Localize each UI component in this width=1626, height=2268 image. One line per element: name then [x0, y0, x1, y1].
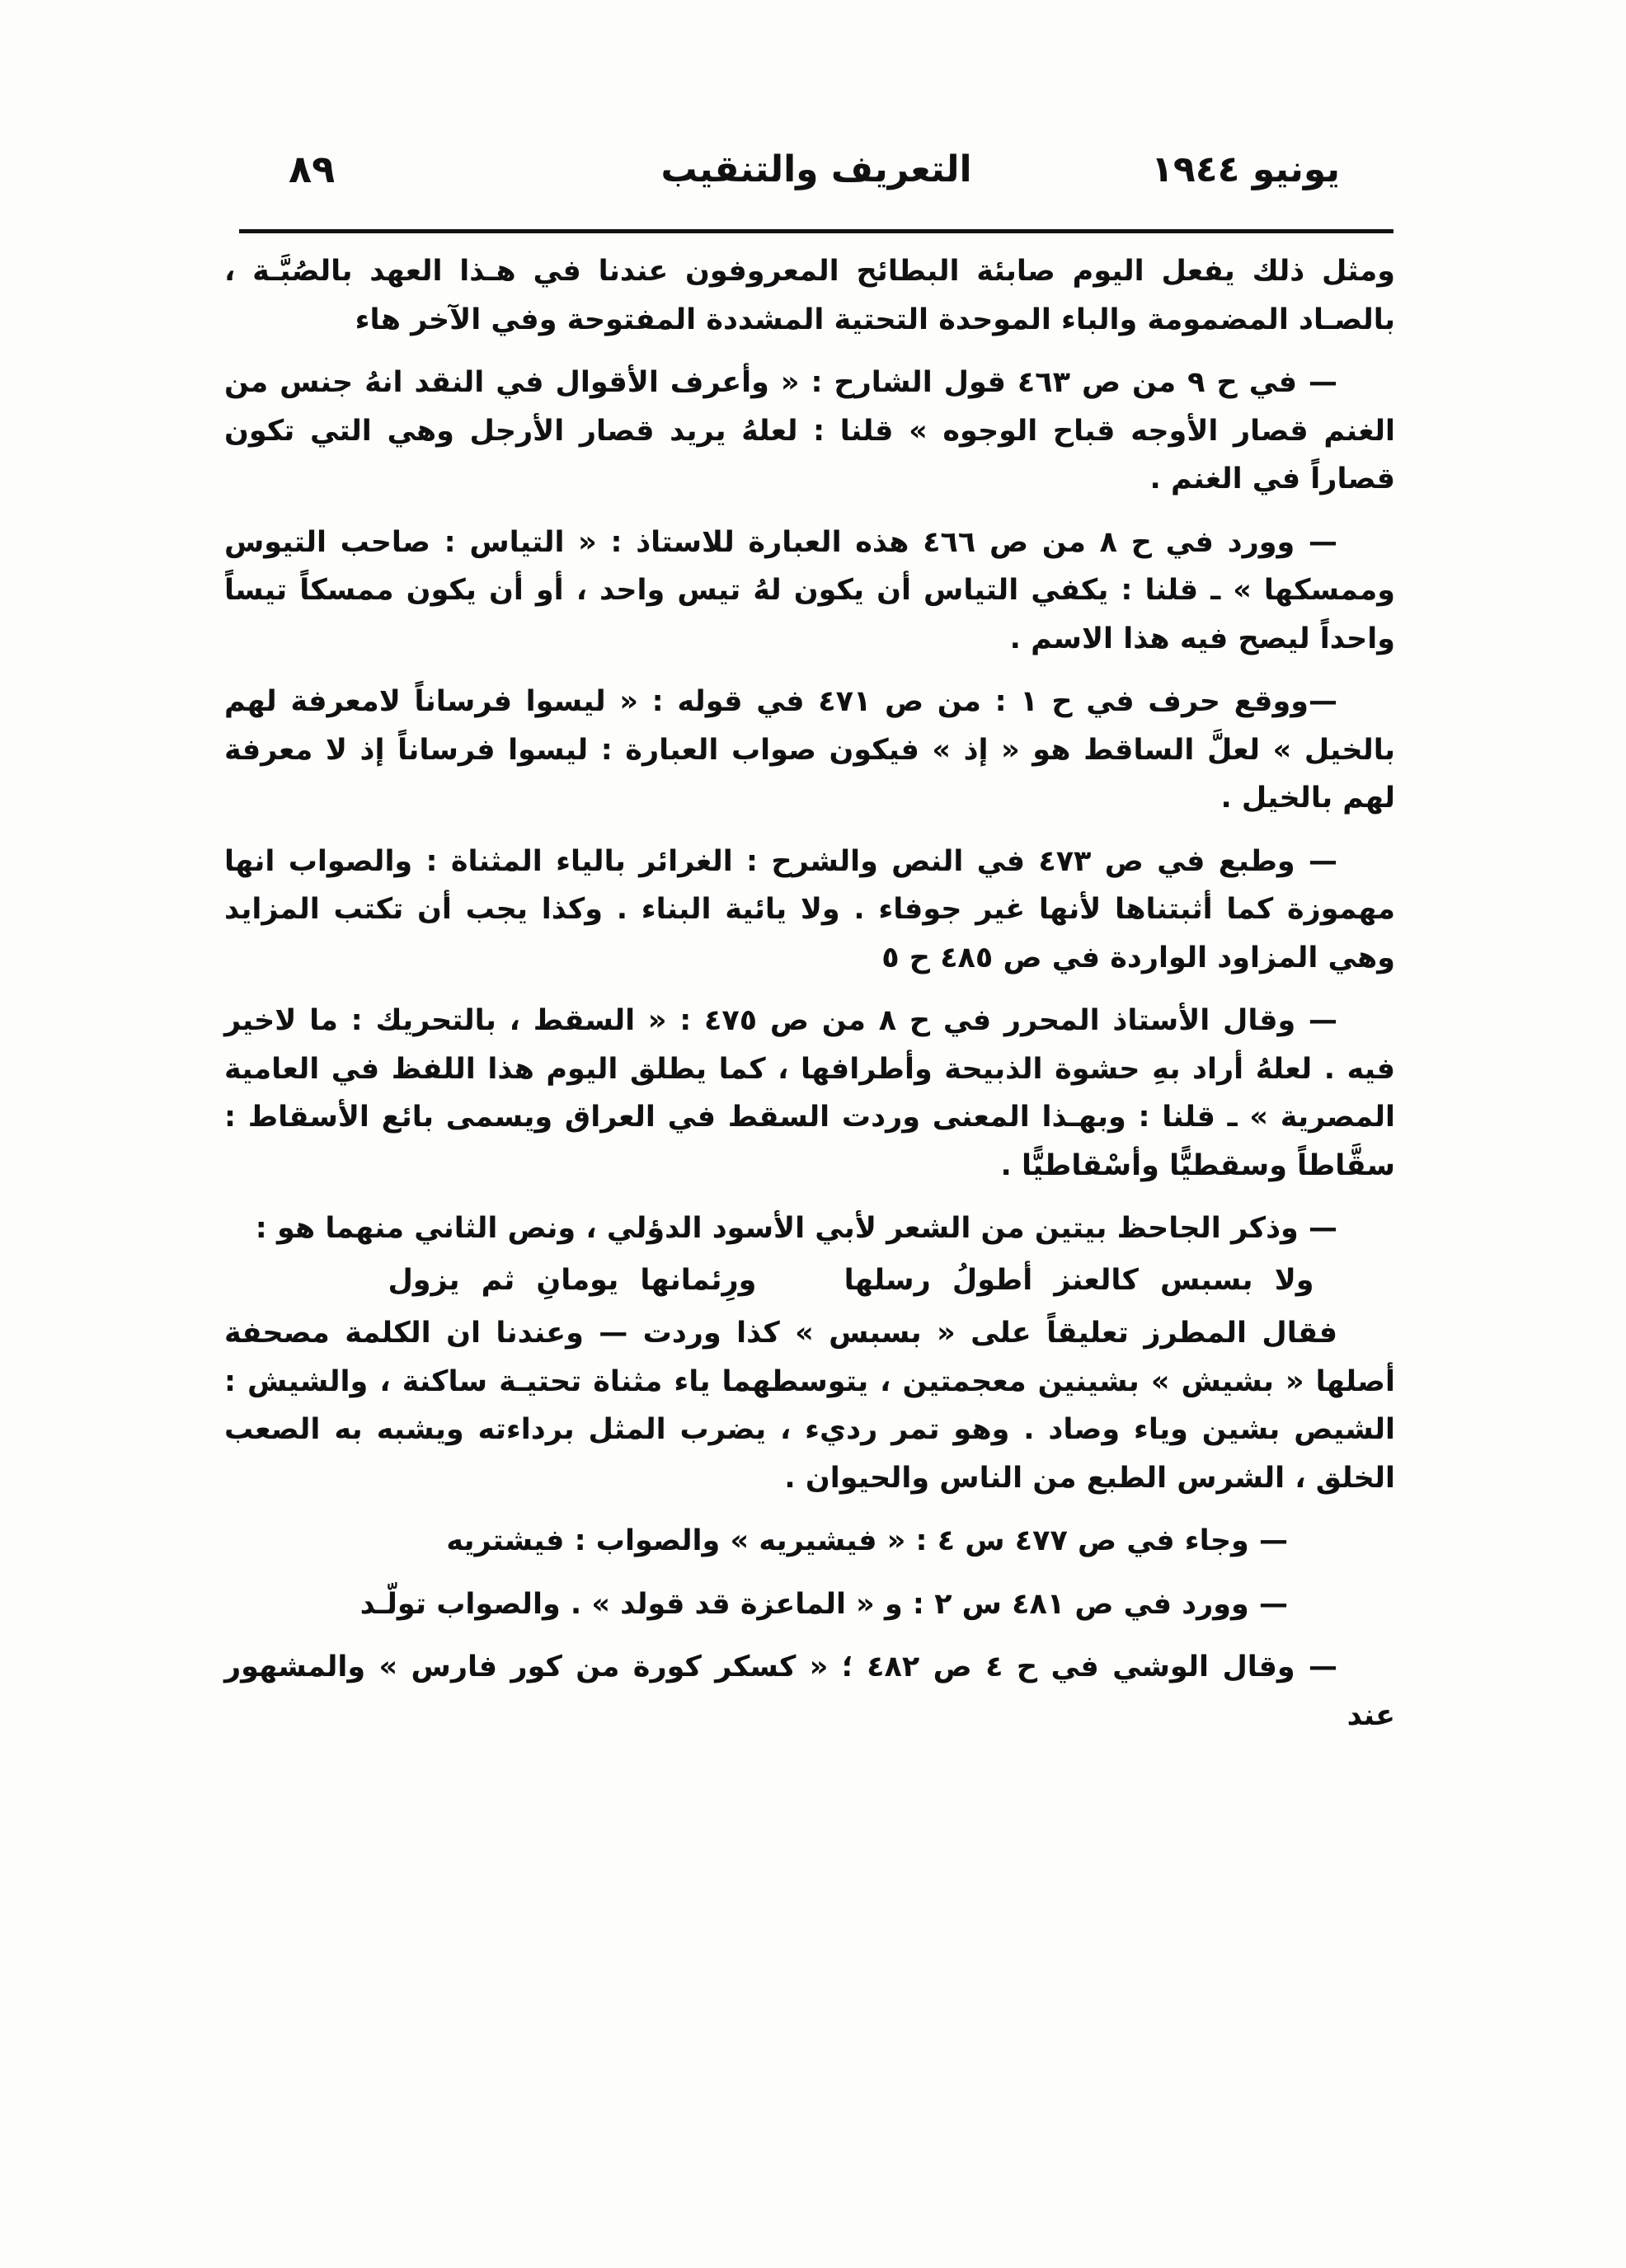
paragraph: — وذكر الجاحظ بيتين من الشعر لأبي الأسود الدؤلي ، ونص الثاني منهما هو :: [255, 1212, 1337, 1245]
header-rule: [239, 229, 1393, 233]
paragraph: — وقال الأستاذ المحرر في ح ٨ من ص ٤٧٥ : « السقط ، بالتحريك : ما لاخير فيه . لعلهُ أراد بهِ حشوة الذبيحة وأطرافها ، كما يطلق اليوم هذا اللفظ في العامية المصرية » ـ قلنا : وبهـذا المعنى وردت السقط في العراق ويسمى بائع الأسقاط : سقَّاطاً وسقطيًّا وأسْقاطيًّا .: [224, 1004, 1395, 1182]
journal-section-title: التعريف والتنقيب: [660, 148, 972, 190]
paragraph: — وطبع في ص ٤٧٣ في النص والشرح : الغرائر بالياء المثناة : والصواب انها مهموزة كما أثبتناها لأنها غير جوفاء . ولا يائية البناء . وكذا يجب أن تكتب المزايد وهي المزاود الواردة في ص ٤٨٥ ح ٥: [224, 844, 1395, 974]
paragraph: — وورد في ص ٤٨١ س ٢ : و « الماعزة قد قولد » . والصواب تولّـد: [360, 1587, 1288, 1621]
poetry-verse: [224, 1256, 1395, 1305]
issue-date: يونيو ١٩٤٤: [1151, 148, 1340, 190]
paragraph: — وورد في ح ٨ من ص ٤٦٦ هذه العبارة للاستاذ : « التياس : صاحب التيوس وممسكها » ـ قلنا : يكفي التياس أن يكون لهُ تيس واحد ، أو أن يكون ممسكاً تيساً واحداً ليصح فيه هذا الاسم .: [224, 525, 1395, 655]
verse-hemistich-second: ورِئمانها يومانِ ثم يزول: [388, 1263, 757, 1297]
page-number: ٨٩: [289, 147, 336, 191]
paragraph: —ووقع حرف في ح ١ : من ص ٤٧١ في قوله : « ليسوا فرساناً لامعرفة لهم بالخيل » لعلَّ الساقط هو « إذ » فيكون صواب العبارة : ليسوا فرساناً إذ لا معرفة لهم بالخيل .: [224, 685, 1395, 815]
paragraph: — وجاء في ص ٤٧٧ س ٤ : « فيشيريه » والصواب : فيشتريه: [446, 1524, 1288, 1557]
verse-hemistich-first: ولا بسبس كالعنز أطولُ رسلها: [844, 1263, 1314, 1297]
running-header: [239, 140, 1393, 206]
paragraph: — وقال الوشي في ح ٤ ص ٤٨٢ ؛ « كسكر كورة من كور فارس » والمشهور عند: [224, 1651, 1395, 1732]
paragraph: فقال المطرز تعليقاً على « بسبس » كذا وردت — وعندنا ان الكلمة مصحفة أصلها « بشيش » بشينين معجمتين ، يتوسطهما ياء مثناة تحتيـة ساكنة ، والشيش : الشيص بشين وياء وصاد . وهو تمر رديء ، يضرب المثل برداءته ويشبه به الصعب الخلق ، الشرس الطبع من الناس والحيوان .: [224, 1317, 1395, 1495]
paragraph: ومثل ذلك يفعل اليوم صابئة البطائح المعروفون عندنا في هـذا العهد بالصُبَّـة ، بالصـاد المضمومة والباء الموحدة التحتية المشددة المفتوحة وفي الآخر هاء: [224, 255, 1395, 336]
paragraph: — في ح ٩ من ص ٤٦٣ قول الشارح : « وأعرف الأقوال في النقد انهُ جنس من الغنم قصار الأوجه قباح الوجوه » قلنا : لعلهُ يريد قصار الأرجل وهي التي تكون قصاراً في الغنم .: [224, 366, 1395, 495]
article-body: [224, 247, 1395, 1754]
